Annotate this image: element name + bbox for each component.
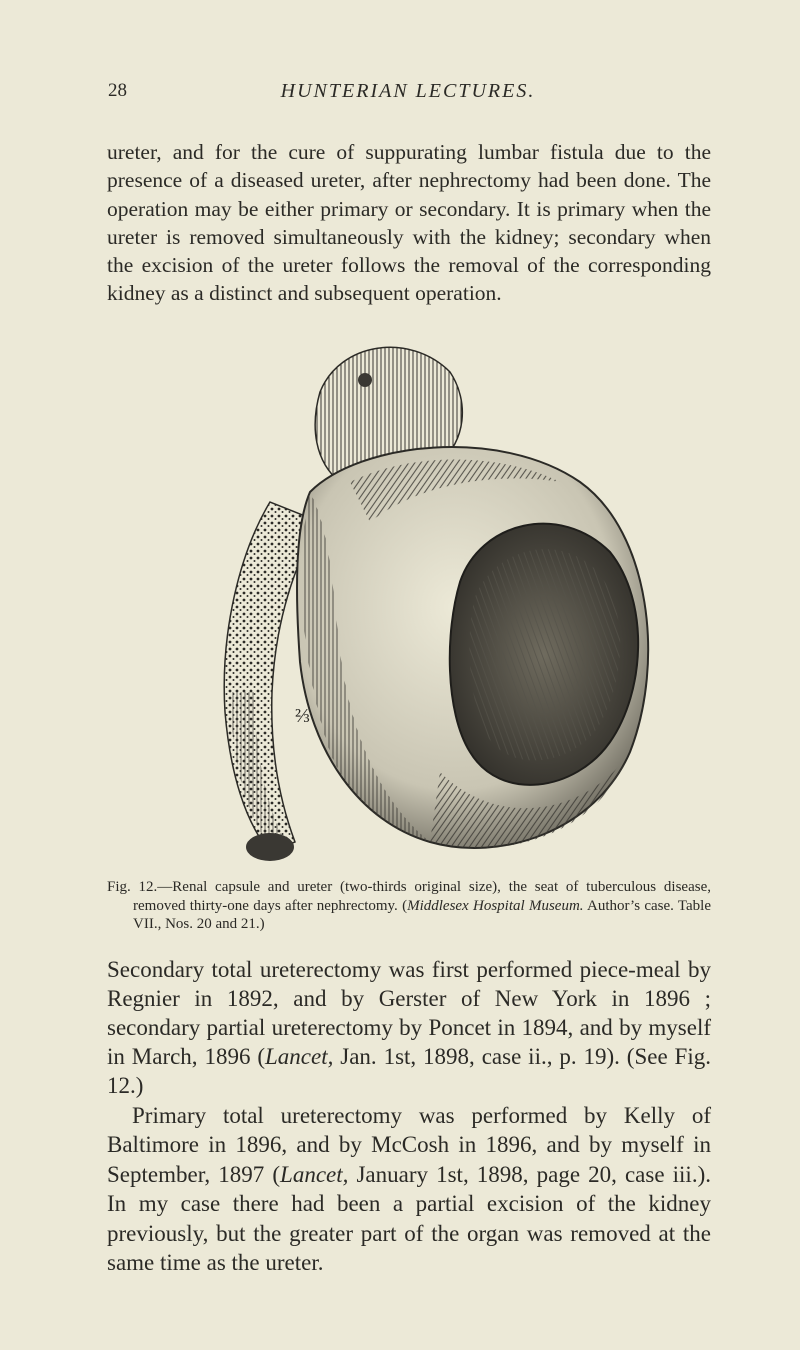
para2-journal: Lancet, (265, 1044, 334, 1069)
para2-text-b: Jan. 1st, 1898, case ii., p. 19). (See Fig. 12.) (107, 1044, 711, 1098)
page-header (108, 80, 708, 110)
caption-tail: Author’s case. Table VII., Nos. 20 and 21.) (133, 897, 711, 932)
running-head: HUNTERIAN LECTURES. (280, 80, 536, 102)
para3-journal: Lancet, (280, 1161, 349, 1187)
paragraph-secondary-ureterectomy (107, 955, 711, 1100)
figure-caption (107, 878, 711, 934)
renal-capsule-ureter-engraving (200, 332, 670, 872)
figure-12-illustration (200, 332, 670, 872)
caption-source: Middlesex Hospital Museum. (407, 897, 584, 914)
caption-lead: Fig. 12.—Renal capsule and ureter (two-thirds original size), the seat of tuberculous disease, removed thirty-one days after nephrectomy. ( (107, 879, 711, 914)
paragraph-primary-ureterectomy (107, 1101, 711, 1277)
scale-label: ⅔ (295, 705, 310, 727)
page-number: 28 (108, 80, 127, 101)
para2-text-a: Secondary total ureterectomy was first performed piece-meal by Regnier in 1892, and by Gerster of New York in 1896 ; secondary partial ureterectomy by Poncet in 1894, and by myself in March, 1896 ( (107, 957, 711, 1069)
para3-text-a: Primary total ureterectomy was performed by Kelly of Baltimore in 1896, and by McCosh in 1896, and by myself in September, 1897 ( (107, 1103, 711, 1187)
para3-text-b: January 1st, 1898, page 20, case iii.). In my case there had been a partial excision of the kidney previously, but the greater part of the organ was removed at the same time as the ureter. (107, 1161, 711, 1276)
paragraph-intro: ureter, and for the cure of suppurating lumbar fistula due to the presence of a diseased ureter, after nephrectomy had been done. The operation may be either primary or secondary. It is primary when the ureter is removed simultaneously with the kidney; secondary when the excision of the ureter follows the removal of the corresponding kidney as a distinct and subsequent operation. (107, 140, 711, 306)
